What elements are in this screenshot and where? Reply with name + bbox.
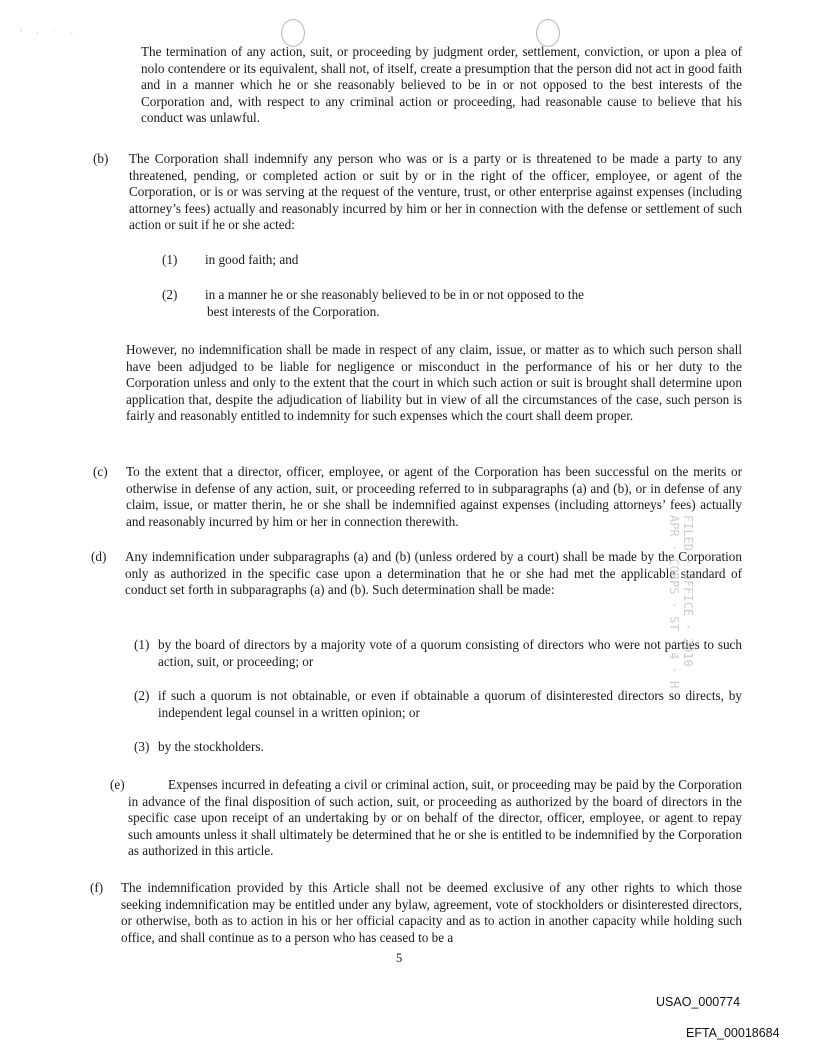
page-number: 5 — [396, 951, 403, 965]
section-d2-label: (2) — [134, 688, 150, 703]
section-b1-label: (1) — [162, 252, 178, 267]
punch-hole-right — [536, 19, 560, 47]
section-d1-label: (1) — [134, 637, 150, 652]
section-d3-text: by the stockholders. — [158, 739, 264, 754]
section-b1-text: in good faith; and — [205, 252, 299, 267]
intro-paragraph: The termination of any action, suit, or proceeding by judgment order, settlement, conviction, or upon a plea of nolo contendere or its equivalent, shall not, of itself, create a presumption that the person did not act in good faith and in a manner which he or she reasonably believed to be in or not opposed to the best interests of the Corporation and, with respect to any criminal action or proceeding, had reasonable cause to believe that his conduct was unlawful. — [141, 44, 742, 126]
section-f-text: The indemnification provided by this Article shall not be deemed exclusive of any other rights to which those seeking indemnification may be entitled under any bylaw, agreement, vote of stockholders or disinterested directors, or otherwise, both as to action in his or her official capacity and as to action in another capacity while holding such office, and shall continue as to a person who has ceased to be a — [121, 880, 742, 945]
section-d3-label: (3) — [134, 739, 150, 754]
filing-stamp-watermark: FILED · OFFICE · 2010 APR · CORPS · ST · 4 · H — [667, 515, 695, 689]
section-b-however: However, no indemnification shall be made in respect of any claim, issue, or matter as to which such person shall have been adjudged to be liable for negligence or misconduct in the performance of his or her duty to the Corporation unless and only to the extent that the court in which such action or suit is brought shall determine upon application that, despite the adjudication of liability but in view of all the circumstances of the case, such person is fairly and reasonably entitled to indemnity for such expenses which the court shall deem proper. — [126, 342, 742, 424]
section-e-label: (e) — [110, 777, 125, 792]
bates-efta: EFTA_00018684 — [686, 1026, 780, 1040]
punch-hole-left — [281, 19, 305, 47]
section-b2-label: (2) — [162, 287, 178, 302]
section-b2-line1: in a manner he or she reasonably believed to be in or not opposed to the — [205, 287, 585, 302]
section-d-text: Any indemnification under subparagraphs (a) and (b) (unless ordered by a court) shall be made by the Corporation only as authorized in the specific case upon a determination that he or she had met the applicable standard of conduct set forth in subparagraphs (a) and (b). Such determination shall be made: — [125, 549, 742, 598]
bates-usao: USAO_000774 — [656, 995, 741, 1009]
section-b-text: The Corporation shall indemnify any person who was or is a party or is threatened to be made a party to any threatened, pending, or completed action or suit by or in the right of the officer, employee, or agent of the Corporation, or is or was serving at the request of the venture, trust, or other enterprise against expenses (including attorney’s fees) actually and reasonably incurred by him or her in connection with the defense or settlement of such action or suit if he or she acted: — [129, 151, 742, 233]
section-c-text: To the extent that a director, officer, employee, or agent of the Corporation has been successful on the merits or otherwise in defense of any action, suit, or proceeding referred to in subparagraphs (a) and (b), or in defense of any claim, issue, or matter therin, he or she shall be indemnified against expenses (including attorneys’ fees) actually and reasonably incurred by him or her in connection therewith. — [126, 464, 742, 529]
section-d-label: (d) — [91, 549, 107, 564]
section-d1-text: by the board of directors by a majority vote of a quorum consisting of directors who were not parties to such action, suit, or proceeding; or — [158, 637, 742, 669]
section-f-label: (f) — [90, 880, 104, 895]
section-b2-line2: best interests of the Corporation. — [207, 304, 380, 319]
section-b-label: (b) — [93, 151, 109, 166]
scan-specks: ' · ˙ · — [20, 28, 80, 38]
section-d2-text: if such a quorum is not obtainable, or even if obtainable a quorum of disinterested directors so directs, by independent legal counsel in a written opinion; or — [158, 688, 742, 720]
section-c-label: (c) — [93, 464, 108, 479]
section-e-text: Expenses incurred in defeating a civil or criminal action, suit, or proceeding may be paid by the Corporation in advance of the final disposition of such action, suit, or proceeding as authorized by the board of directors in the specific case upon receipt of an undertaking by or on behalf of the director, officer, employee, or agent to repay such amounts unless it shall ultimately be determined that he or she is entitled to be indemnified by the Corporation as authorized in this article. — [128, 777, 742, 859]
